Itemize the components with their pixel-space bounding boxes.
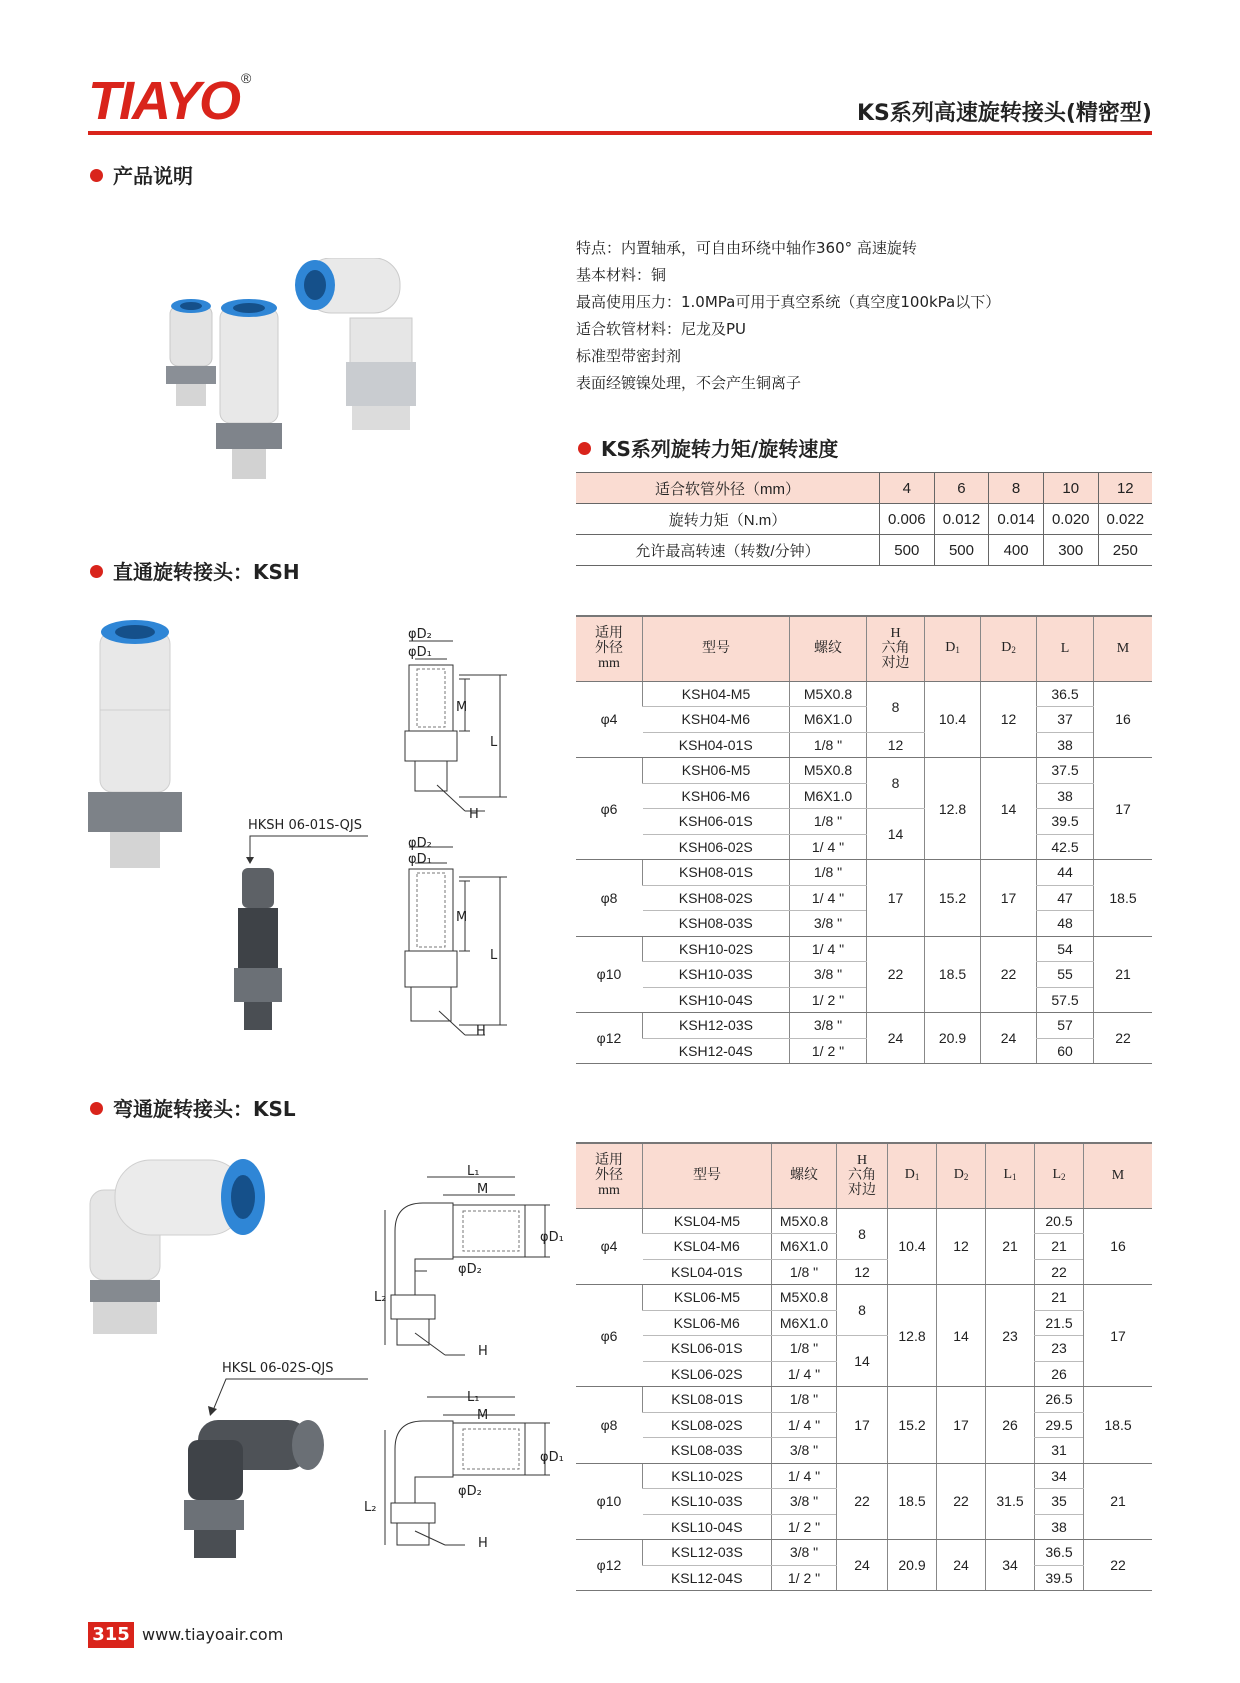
ksl-photo-caption: HKSL 06-02S-QJS	[222, 1361, 334, 1376]
col-header-l: L	[1037, 616, 1094, 681]
hex-cell: 8	[837, 1208, 888, 1259]
thread-cell: 1/8 "	[772, 1259, 837, 1285]
feature-item: 适合软管材料：尼龙及PU	[576, 320, 747, 338]
col-header-model: 型号	[643, 616, 790, 681]
size-cell: φ10	[576, 936, 643, 1013]
model-cell: KSL10-03S	[643, 1489, 772, 1515]
size-cell: φ6	[576, 758, 643, 860]
table-cell: 4	[880, 473, 935, 504]
table-cell: 300	[1043, 535, 1098, 566]
table-row	[576, 1540, 1152, 1566]
table-cell: 8	[989, 473, 1044, 504]
l2-cell: 22	[1035, 1259, 1084, 1285]
l2-cell: 26	[1035, 1361, 1084, 1387]
dim-label-l: L	[490, 735, 498, 750]
section-heading-torque: KS系列旋转力矩/旋转速度	[578, 433, 838, 462]
model-cell: KSH04-M5	[643, 681, 790, 707]
d1-cell: 12.8	[888, 1285, 937, 1387]
l-cell: 47	[1037, 885, 1094, 911]
l2-cell: 35	[1035, 1489, 1084, 1515]
dim-label-m: M	[477, 1408, 489, 1423]
model-cell: KSL06-M6	[643, 1310, 772, 1336]
section-heading-ksl: 弯通旋转接头：KSL	[90, 1093, 296, 1122]
d2-cell: 22	[981, 936, 1037, 1013]
table-row	[576, 758, 1152, 784]
model-cell: KSH10-02S	[643, 936, 790, 962]
table-cell: 0.020	[1043, 504, 1098, 535]
m-cell: 16	[1094, 681, 1153, 758]
table-row	[576, 783, 1152, 809]
dim-label-h: H	[476, 1024, 486, 1039]
table-row	[576, 860, 1152, 886]
size-cell: φ6	[576, 1285, 643, 1387]
col-header-hex: H 六角 对边	[867, 616, 925, 681]
model-cell: KSH08-01S	[643, 860, 790, 886]
dim-label-m: M	[456, 700, 468, 715]
l2-cell: 29.5	[1035, 1412, 1084, 1438]
thread-cell: M6X1.0	[772, 1310, 837, 1336]
feature-item: 最高使用压力：1.0MPa可用于真空系统（真空度100kPa以下）	[576, 293, 1001, 311]
bullet-icon	[578, 442, 591, 455]
col-header-d2: $D_2$	[981, 616, 1037, 681]
size-cell: φ10	[576, 1463, 643, 1540]
m-cell: 22	[1084, 1540, 1153, 1591]
l2-cell: 38	[1035, 1514, 1084, 1540]
hex-cell: 24	[837, 1540, 888, 1591]
dim-label-l: L	[490, 948, 498, 963]
table-row	[576, 681, 1152, 707]
thread-cell: 1/ 2 "	[772, 1514, 837, 1540]
model-cell: KSH12-03S	[643, 1013, 790, 1039]
l-cell: 57	[1037, 1013, 1094, 1039]
dim-label-l2: L₂	[374, 1290, 387, 1305]
l2-cell: 39.5	[1035, 1565, 1084, 1591]
thread-cell: 3/8 "	[790, 911, 867, 937]
model-cell: KSL04-M6	[643, 1234, 772, 1260]
model-cell: KSL08-03S	[643, 1438, 772, 1464]
dim-label-l1: L₁	[467, 1164, 480, 1179]
l1-cell: 26	[986, 1387, 1035, 1464]
col-header-thread: 螺纹	[790, 616, 867, 681]
model-cell: KSL06-01S	[643, 1336, 772, 1362]
table-row	[576, 1387, 1152, 1413]
d2-cell: 14	[937, 1285, 986, 1387]
thread-cell: M6X1.0	[790, 707, 867, 733]
model-cell: KSH06-01S	[643, 809, 790, 835]
table-row	[576, 911, 1152, 937]
table-cell: 0.022	[1098, 504, 1152, 535]
ksl-product-photo	[85, 1150, 265, 1340]
l2-cell: 23	[1035, 1336, 1084, 1362]
col-header-d1: $D_1$	[925, 616, 981, 681]
d2-cell: 14	[981, 758, 1037, 860]
dim-label-h: H	[478, 1344, 488, 1359]
model-cell: KSH04-01S	[643, 732, 790, 758]
col-header-hex: H 六角 对边	[837, 1143, 888, 1208]
thread-cell: 1/ 4 "	[772, 1463, 837, 1489]
table-row	[576, 885, 1152, 911]
table-header-row	[576, 1143, 1152, 1208]
table-row	[576, 987, 1152, 1013]
model-cell: KSL08-02S	[643, 1412, 772, 1438]
ksh-photo-caption: HKSH 06-01S-QJS	[248, 818, 362, 833]
l1-cell: 23	[986, 1285, 1035, 1387]
product-photo-group	[160, 258, 460, 488]
table-row	[576, 1013, 1152, 1039]
thread-cell: 1/ 4 "	[790, 834, 867, 860]
thread-cell: 1/8 "	[790, 732, 867, 758]
hex-cell: 8	[837, 1285, 888, 1336]
thread-cell: 3/8 "	[790, 962, 867, 988]
thread-cell: 1/ 4 "	[772, 1361, 837, 1387]
m-cell: 18.5	[1084, 1387, 1153, 1464]
section-heading-ksh: 直通旋转接头：KSH	[90, 556, 300, 585]
model-cell: KSH08-03S	[643, 911, 790, 937]
size-cell: φ4	[576, 681, 643, 758]
hex-cell: 22	[867, 936, 925, 1013]
dim-label-d1: φD₁	[408, 852, 432, 867]
dim-label-d2: φD₂	[458, 1484, 482, 1499]
table-row	[576, 936, 1152, 962]
hex-cell: 24	[867, 1013, 925, 1064]
dim-label-h: H	[469, 807, 479, 822]
dim-label-d1: φD₁	[540, 1450, 564, 1465]
d2-cell: 12	[937, 1208, 986, 1285]
ksh-spec-table	[576, 615, 1152, 1064]
model-cell: KSL06-M5	[643, 1285, 772, 1311]
l-cell: 42.5	[1037, 834, 1094, 860]
dim-label-l2: L₂	[364, 1500, 377, 1515]
hex-cell: 8	[867, 681, 925, 732]
hex-cell: 8	[867, 758, 925, 809]
thread-cell: 1/8 "	[772, 1387, 837, 1413]
hex-cell: 17	[867, 860, 925, 937]
model-cell: KSH10-03S	[643, 962, 790, 988]
model-cell: KSL04-01S	[643, 1259, 772, 1285]
brand-logo: TIAYO ®	[88, 70, 250, 131]
table-row	[576, 732, 1152, 758]
dim-label-h: H	[478, 1536, 488, 1551]
table-row	[576, 707, 1152, 733]
l1-cell: 34	[986, 1540, 1035, 1591]
thread-cell: 1/ 2 "	[790, 1038, 867, 1064]
table-cell: 0.014	[989, 504, 1044, 535]
model-cell: KSH04-M6	[643, 707, 790, 733]
feature-item: 表面经镀镍处理，不会产生铜离子	[576, 374, 802, 392]
dim-label-d1: φD₁	[540, 1230, 564, 1245]
col-header-model: 型号	[643, 1143, 772, 1208]
table-row	[576, 1259, 1152, 1285]
model-cell: KSH06-02S	[643, 834, 790, 860]
table-row	[576, 1285, 1152, 1311]
footer-website-link[interactable]: www.tiayoair.com	[142, 1625, 284, 1644]
table-row	[576, 834, 1152, 860]
fitting-small-image	[166, 299, 216, 406]
dim-label-d1: φD₁	[408, 645, 432, 660]
page-title: KS系列高速旋转接头(精密型)	[856, 101, 1152, 126]
d1-cell: 18.5	[925, 936, 981, 1013]
size-cell: φ12	[576, 1540, 643, 1591]
table-row	[576, 504, 1152, 535]
l2-cell: 26.5	[1035, 1387, 1084, 1413]
l-cell: 38	[1037, 783, 1094, 809]
model-cell: KSL10-02S	[643, 1463, 772, 1489]
feature-item: 基本材料：铜	[576, 266, 667, 284]
ksl-drawing-bottom	[375, 1385, 560, 1550]
size-cell: φ4	[576, 1208, 643, 1285]
torque-table	[576, 472, 1152, 566]
l-cell: 37	[1037, 707, 1094, 733]
thread-cell: 1/ 2 "	[790, 987, 867, 1013]
thread-cell: 1/ 4 "	[772, 1412, 837, 1438]
thread-cell: 3/8 "	[772, 1438, 837, 1464]
bullet-icon	[90, 1102, 103, 1115]
ksh-product-photo	[85, 610, 215, 870]
model-cell: KSH10-04S	[643, 987, 790, 1013]
d2-cell: 17	[937, 1387, 986, 1464]
size-cell: φ8	[576, 1387, 643, 1464]
dim-label-d2: φD₂	[458, 1262, 482, 1277]
d2-cell: 12	[981, 681, 1037, 758]
d2-cell: 24	[981, 1013, 1037, 1064]
table-row	[576, 535, 1152, 566]
d2-cell: 17	[981, 860, 1037, 937]
d1-cell: 10.4	[888, 1208, 937, 1285]
table-cell: 500	[880, 535, 935, 566]
thread-cell: 1/ 4 "	[790, 885, 867, 911]
model-cell: KSH08-02S	[643, 885, 790, 911]
feature-item: 标准型带密封剂	[576, 347, 682, 365]
table-cell: 适合软管外径（mm）	[576, 473, 880, 504]
d1-cell: 20.9	[925, 1013, 981, 1064]
col-header-m: M	[1084, 1143, 1153, 1208]
m-cell: 17	[1084, 1285, 1153, 1387]
ksl-nickel-photo	[178, 1400, 328, 1560]
l1-cell: 31.5	[986, 1463, 1035, 1540]
model-cell: KSL04-M5	[643, 1208, 772, 1234]
table-row	[576, 1336, 1152, 1362]
thread-cell: 1/8 "	[790, 809, 867, 835]
d1-cell: 10.4	[925, 681, 981, 758]
hex-cell: 14	[867, 809, 925, 860]
m-cell: 17	[1094, 758, 1153, 860]
caption-leader-line	[230, 835, 370, 865]
l-cell: 44	[1037, 860, 1094, 886]
table-row	[576, 473, 1152, 504]
m-cell: 16	[1084, 1208, 1153, 1285]
l2-cell: 34	[1035, 1463, 1084, 1489]
l2-cell: 20.5	[1035, 1208, 1084, 1234]
model-cell: KSL12-03S	[643, 1540, 772, 1566]
fitting-elbow-image	[295, 258, 416, 430]
table-cell: 400	[989, 535, 1044, 566]
col-header-d1: $D_1$	[888, 1143, 937, 1208]
model-cell: KSL12-04S	[643, 1565, 772, 1591]
d1-cell: 20.9	[888, 1540, 937, 1591]
d2-cell: 22	[937, 1463, 986, 1540]
ksh-drawing-bottom	[395, 835, 520, 1050]
table-cell: 500	[934, 535, 989, 566]
table-cell: 允许最高转速（转数/分钟）	[576, 535, 880, 566]
dim-label-l1: L₁	[467, 1390, 480, 1405]
table-cell: 10	[1043, 473, 1098, 504]
size-cell: φ8	[576, 860, 643, 937]
page-number: 315	[88, 1622, 134, 1648]
l-cell: 48	[1037, 911, 1094, 937]
l-cell: 36.5	[1037, 681, 1094, 707]
model-cell: KSH06-M5	[643, 758, 790, 784]
l-cell: 54	[1037, 936, 1094, 962]
l-cell: 55	[1037, 962, 1094, 988]
d1-cell: 12.8	[925, 758, 981, 860]
col-header-m: M	[1094, 616, 1153, 681]
col-header-size: 适用 外径 mm	[576, 1143, 643, 1208]
table-row	[576, 1038, 1152, 1064]
d2-cell: 24	[937, 1540, 986, 1591]
l2-cell: 31	[1035, 1438, 1084, 1464]
table-row	[576, 809, 1152, 835]
l-cell: 60	[1037, 1038, 1094, 1064]
ksh-nickel-photo	[228, 868, 288, 1033]
model-cell: KSL10-04S	[643, 1514, 772, 1540]
bullet-icon	[90, 169, 103, 182]
table-cell: 0.006	[880, 504, 935, 535]
table-row	[576, 962, 1152, 988]
col-header-thread: 螺纹	[772, 1143, 837, 1208]
l-cell: 39.5	[1037, 809, 1094, 835]
thread-cell: 1/ 4 "	[790, 936, 867, 962]
model-cell: KSL08-01S	[643, 1387, 772, 1413]
size-cell: φ12	[576, 1013, 643, 1064]
ksl-drawing-top	[375, 1155, 560, 1360]
dim-label-m: M	[456, 910, 468, 925]
thread-cell: 1/8 "	[772, 1336, 837, 1362]
col-header-size: 适用 外径 mm	[576, 616, 643, 681]
thread-cell: M5X0.8	[772, 1285, 837, 1311]
thread-cell: M5X0.8	[790, 758, 867, 784]
thread-cell: M6X1.0	[772, 1234, 837, 1260]
table-cell: 250	[1098, 535, 1152, 566]
model-cell: KSL06-02S	[643, 1361, 772, 1387]
dim-label-d2: φD₂	[408, 627, 432, 642]
dim-label-m: M	[477, 1182, 489, 1197]
feature-list	[576, 235, 1000, 397]
thread-cell: 1/8 "	[790, 860, 867, 886]
l2-cell: 21	[1035, 1285, 1084, 1311]
header-divider	[88, 131, 1152, 135]
thread-cell: 3/8 "	[772, 1489, 837, 1515]
l-cell: 57.5	[1037, 987, 1094, 1013]
l-cell: 37.5	[1037, 758, 1094, 784]
l2-cell: 21	[1035, 1234, 1084, 1260]
d1-cell: 18.5	[888, 1463, 937, 1540]
thread-cell: 3/8 "	[772, 1540, 837, 1566]
l-cell: 38	[1037, 732, 1094, 758]
hex-cell: 22	[837, 1463, 888, 1540]
l2-cell: 21.5	[1035, 1310, 1084, 1336]
m-cell: 22	[1094, 1013, 1153, 1064]
table-row	[576, 1208, 1152, 1234]
table-header-row	[576, 616, 1152, 681]
col-header-l1: $L_1$	[986, 1143, 1035, 1208]
table-row	[576, 1463, 1152, 1489]
table-cell: 旋转力矩（N.m）	[576, 504, 880, 535]
dim-label-d2: φD₂	[408, 836, 432, 851]
table-cell: 6	[934, 473, 989, 504]
d1-cell: 15.2	[888, 1387, 937, 1464]
thread-cell: M6X1.0	[790, 783, 867, 809]
hex-cell: 14	[837, 1336, 888, 1387]
hex-cell: 12	[837, 1259, 888, 1285]
col-header-l2: $L_2$	[1035, 1143, 1084, 1208]
table-cell: 12	[1098, 473, 1152, 504]
table-cell: 0.012	[934, 504, 989, 535]
ksl-spec-table	[576, 1142, 1152, 1591]
d1-cell: 15.2	[925, 860, 981, 937]
m-cell: 21	[1094, 936, 1153, 1013]
section-heading-intro: 产品说明	[90, 160, 193, 189]
l1-cell: 21	[986, 1208, 1035, 1285]
feature-item: 特点：内置轴承，可自由环绕中轴作360° 高速旋转	[576, 239, 917, 257]
col-header-d2: $D_2$	[937, 1143, 986, 1208]
l2-cell: 36.5	[1035, 1540, 1084, 1566]
thread-cell: 1/ 2 "	[772, 1565, 837, 1591]
m-cell: 21	[1084, 1463, 1153, 1540]
m-cell: 18.5	[1094, 860, 1153, 937]
thread-cell: M5X0.8	[772, 1208, 837, 1234]
thread-cell: M5X0.8	[790, 681, 867, 707]
hex-cell: 12	[867, 732, 925, 758]
hex-cell: 17	[837, 1387, 888, 1464]
thread-cell: 3/8 "	[790, 1013, 867, 1039]
fitting-medium-image	[216, 299, 282, 479]
model-cell: KSH06-M6	[643, 783, 790, 809]
model-cell: KSH12-04S	[643, 1038, 790, 1064]
bullet-icon	[90, 565, 103, 578]
